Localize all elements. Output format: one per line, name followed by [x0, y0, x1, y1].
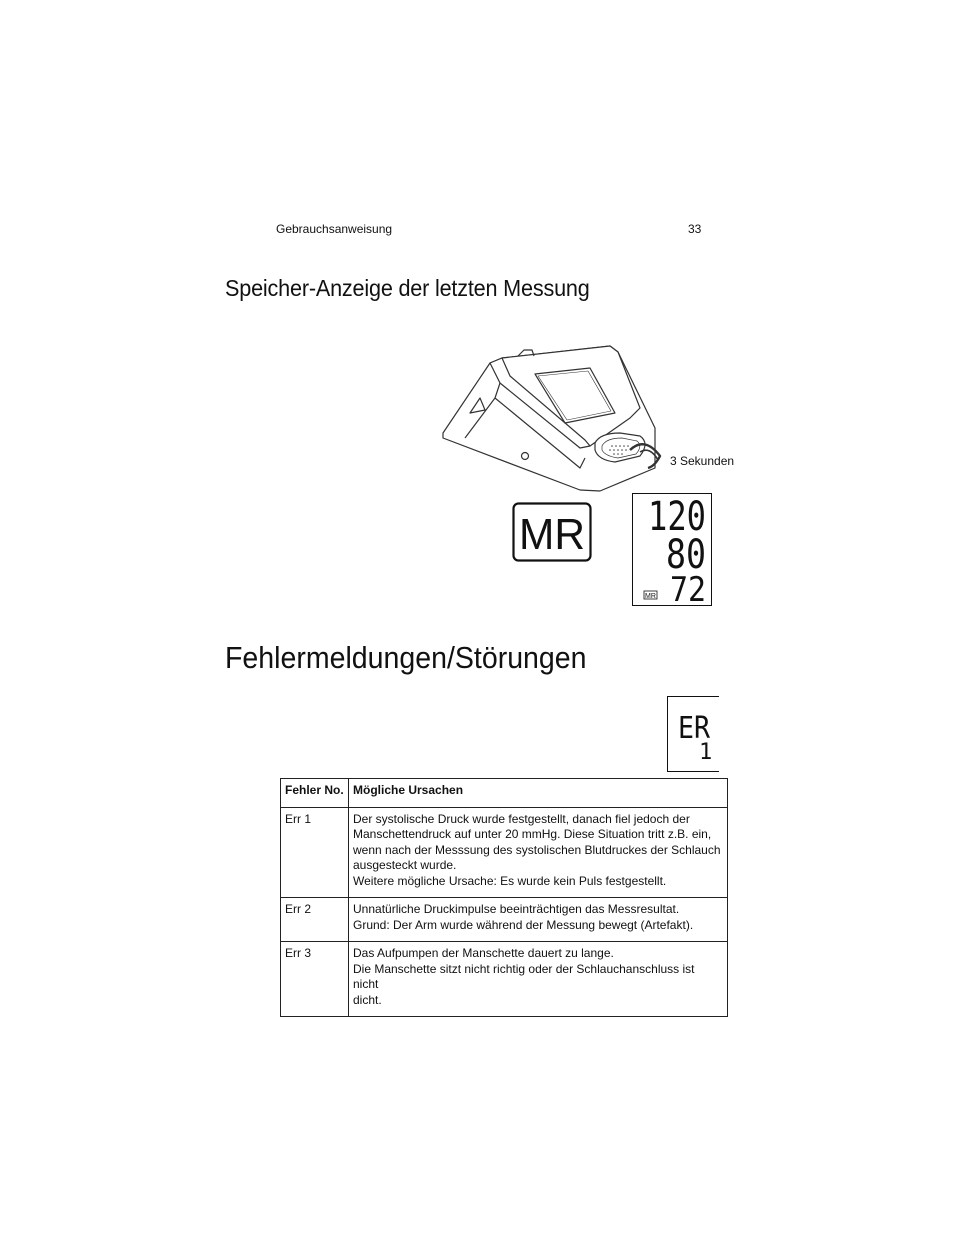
cause-line: Manschettendruck auf unter 20 mmHg. Diese Situation tritt z.B. ein,: [353, 827, 712, 841]
mr-button-icon: [512, 502, 592, 562]
error-code-cell: Err 1: [281, 807, 349, 898]
memory-section-title: Speicher-Anzeige der letzten Messung: [225, 275, 590, 301]
mr-indicator: MR: [645, 593, 656, 600]
error-code-line1: ER: [678, 711, 711, 746]
cause-line: Grund: Der Arm wurde während der Messung bewegt (Artefakt).: [353, 917, 694, 932]
table-row: [281, 898, 728, 942]
diastolic-readout: 80: [666, 532, 706, 578]
error-code-cell: Err 3: [281, 942, 349, 1017]
running-header: Gebrauchsanweisung: [276, 222, 393, 236]
page-number: 33: [688, 222, 702, 236]
mr-icon-text: MR: [519, 510, 585, 559]
cause-line: Das Aufpumpen der Manschette dauert zu lange.: [353, 946, 614, 960]
error-lcd-display: [667, 696, 720, 772]
pulse-readout: 72: [670, 570, 706, 610]
cause-line: wenn nach der Messsung des systolischen Blutdruckes der Schlauch: [353, 842, 721, 857]
cause-line: Weitere mögliche Ursache: Es wurde kein Puls festgestellt.: [353, 873, 667, 888]
table-header-row: [281, 779, 728, 808]
error-table: [280, 778, 728, 1017]
cause-line: Die Manschette sitzt nicht richtig oder der Schlauchanschluss ist nicht: [353, 961, 695, 991]
error-cause-cell: [349, 898, 728, 942]
cause-line: Der systolische Druck wurde festgestellt, danach fiel jedoch der: [353, 811, 690, 826]
cause-line: dicht.: [353, 992, 382, 1007]
column-header: Mögliche Ursachen: [349, 779, 728, 808]
error-code-line2: 1: [699, 740, 713, 765]
memory-lcd-display: [632, 493, 712, 610]
press-duration-label: 3 Sekunden: [670, 454, 735, 468]
error-cause-cell: [349, 807, 728, 898]
systolic-readout: 120: [648, 494, 706, 540]
device-illustration: [440, 338, 665, 495]
column-header: Fehler No.: [281, 779, 349, 808]
error-cause-cell: [349, 942, 728, 1017]
cause-line: Unnatürliche Druckimpulse beeinträchtigen das Messresultat.: [353, 902, 680, 916]
table-row: [281, 807, 728, 898]
cause-line: ausgesteckt wurde.: [353, 858, 457, 872]
errors-section-title: Fehlermeldungen/Störungen: [225, 640, 587, 675]
table-row: [281, 942, 728, 1017]
error-code-cell: Err 2: [281, 898, 349, 942]
